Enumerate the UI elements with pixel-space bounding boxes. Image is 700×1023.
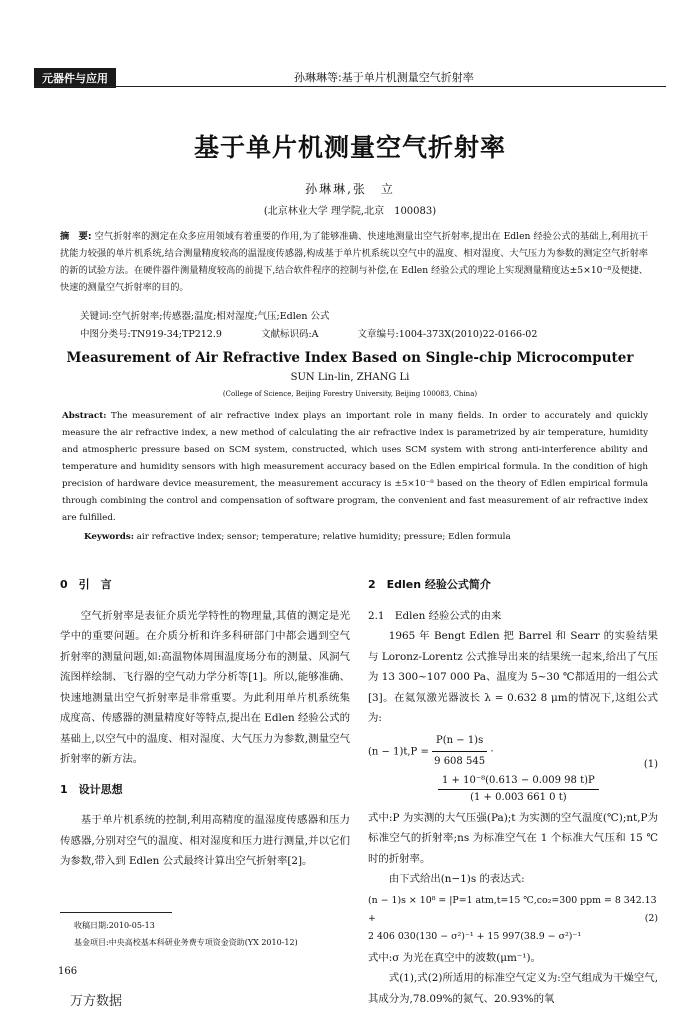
eq1-denominator-2: (1 + 0.003 661 0 t) — [470, 791, 567, 803]
eq1-numerator-1: P(n − 1)s — [432, 731, 487, 753]
subsection-heading-2-1: 2.1 Edlen 经验公式的由来 — [368, 609, 502, 622]
title-cn: 基于单片机测量空气折射率 — [193, 133, 506, 162]
right-column — [368, 575, 658, 1009]
running-title: 孙琳琳等:基于单片机测量空气折射率 — [294, 71, 474, 84]
watermark: 万方数据 — [70, 994, 123, 1009]
running-header — [34, 66, 666, 88]
keywords-en — [84, 532, 511, 542]
article-number: 文章编号:1004-373X(2010)22-0166-02 — [357, 329, 538, 340]
paragraph-design: 基于单片机系统的控制,利用高精度的温湿度传感器和压力传感器,分别对空气的温度、相对湿度和压力进行测量,并以它们为参数,带入到 Edlen 公式最终计算出空气折射率[2]。 — [60, 814, 350, 867]
paragraph-eq1-where: 式中:P 为实测的大气压强(Pa);t 为实测的空气温度(℃);nt,P为标准空气的折射率;ns 为标准空气在 1 个标准大气压和 15 ℃时的折射率。 — [368, 811, 658, 865]
equation-2 — [368, 892, 658, 946]
section-heading-0: 0 引 言 — [60, 578, 112, 591]
equation-1: (n − 1)t,P = $\frac{P(n - 1)s}{9 608 545}$ · $\frac{\text{1 + 10⁻⁸(0.613 − 0.009 98 t)P}}{(1 + 0.003 661 0 t)}$ (1) — [368, 731, 658, 806]
eq2-line-1: (n − 1)s × 10⁸ = |P=1 atm,t=15 ℃,co₂=300 ppm = 8 342.13 + — [368, 894, 657, 924]
eq2-line-2: 2 406 030(130 − σ²)⁻¹ + 15 997(38.9 − σ²)⁻¹ — [368, 930, 582, 942]
page-number: 166 — [58, 966, 78, 977]
left-column — [60, 575, 350, 872]
paragraph-intro: 空气折射率是表征介质光学特性的物理量,其值的测定是光学中的重要问题。在介质分析和许多科研部门中都会遇到空气折射率的测量问题,如:高温物体周围温度场分布的测量、风洞气流图样绘制、飞行器的空气动力学分析等[1]。所以,能够准确、快速地测量出空气折射率是非常重要。为此利用单片机系统集成度高、传感器的测量精度好等特点,提出在 Edlen 经验公式的基础上,以空气中的温度、相对湿度、大气压力为参数,测量空气折射率的新方法。 — [60, 609, 350, 765]
footnote-fund: 基金项目:中央高校基本科研业务费专项资金资助(YX 2010-12) — [74, 938, 298, 947]
abstract-cn — [60, 228, 648, 296]
column-tag: 元器件与应用 — [34, 68, 116, 88]
keywords-label-en: Keywords: — [84, 532, 134, 542]
eq2-number: (2) — [644, 912, 658, 924]
eq1-lhs: (n − 1)t,P = — [368, 746, 429, 757]
section-heading-2: 2 Edlen 经验公式简介 — [368, 578, 491, 591]
authors-en: SUN Lin-lin, ZHANG Li — [290, 372, 410, 383]
paragraph-edlen-origin: 1965 年 Bengt Edlen 把 Barrel 和 Searr 的实验结果与 Loronz-Lorentz 公式推导出来的结果统一起来,给出了气压为 13 300~107 000 Pa、温度为 5~30 ℃都适用的一组公式[3]。在氦氖激光器波长 λ = 0.632 8 μm的情况下,这组公式为: — [368, 630, 658, 724]
footnote-rule — [60, 912, 172, 913]
section-heading-1: 1 设计思想 — [60, 782, 123, 796]
title-en: Measurement of Air Refractive Index Based on Single-chip Microcomputer — [66, 350, 634, 366]
paragraph-eq2-where: 式中:σ 为光在真空中的波数(μm⁻¹)。 — [368, 951, 541, 964]
eq1-number: (1) — [643, 758, 658, 770]
eq1-fraction-2 — [438, 773, 599, 806]
keywords-text-en: air refractive index; sensor; temperature; relative humidity; pressure; Edlen formula — [136, 532, 511, 542]
affiliation-cn: (北京林业大学 理学院,北京 100083) — [263, 206, 437, 217]
abstract-label-en: Abstract: — [62, 411, 107, 421]
eq1-denominator-1: 9 608 545 — [434, 756, 486, 767]
eq1-numerator-2: 1 + 10⁻⁸(0.613 − 0.009 98 t)P — [438, 773, 599, 790]
abstract-text-en: The measurement of air refractive index plays an important role in many fields. In order to accurately and quickly measure the air refractive index, a new method of calculating the air refractive index is parametrized by air temperature, humidity and atmospheric pressure based on SCM system, constructed, which uses SCM system with strong anti-interference ability and temperature and humidity sensors with high measurement accuracy based on the Edlen empirical formula. In the condition of high precision of hardware device measurement, the measurement accuracy is ±5×10⁻⁸ based on the theory of Edlen empirical formula through combining the control and compensation of software program, the convenient and fast measurement of air refractive index are fulfilled. — [62, 411, 648, 523]
doc-code: 文献标识码:A — [260, 329, 319, 340]
authors-cn: 孙琳琳,张 立 — [305, 182, 395, 196]
footnote-received: 收稿日期:2010-05-13 — [74, 921, 155, 930]
abstract-text-cn: 空气折射率的测定在众多应用领域有着重要的作用,为了能够准确、快速地测量出空气折射率,提出在 Edlen 经验公式的基础上,利用抗干扰能力较强的单片机系统,结合测量精度较高的温湿度传感器,构成基于单片机系统以空气中的温度、相对湿度、大气压力为参数的测定空气折射率的新的试验方法。在硬件器件测量精度较高的前提下,结合软件程序的控制与补偿,在 Edlen 经验公式的理论上实现测量精度达±5×10⁻⁸及便捷、快速的测量空气折射率的目的。 — [60, 231, 649, 293]
keywords-cn: 关键词:空气折射率;传感器;温度;相对湿度;气压;Edlen 公式 — [80, 311, 330, 322]
eq1-fraction-1 — [432, 731, 487, 773]
paragraph-ns-expression: 由下式给出(n−1)s 的表达式: — [388, 873, 525, 885]
class-number: 中图分类号:TN919-34;TP212.9 — [80, 329, 222, 340]
classification-line — [80, 326, 640, 340]
paragraph-standard-air: 式(1),式(2)所适用的标准空气定义为:空气组成为干燥空气,其成分为,78.09%的氮气、20.93%的氧 — [368, 972, 658, 1005]
abstract-en — [62, 408, 648, 527]
affiliation-en: (College of Science, Beijing Forestry University, Beijing 100083, China) — [222, 390, 478, 398]
header-rule — [34, 86, 666, 87]
abstract-label-cn: 摘 要: — [60, 231, 92, 242]
